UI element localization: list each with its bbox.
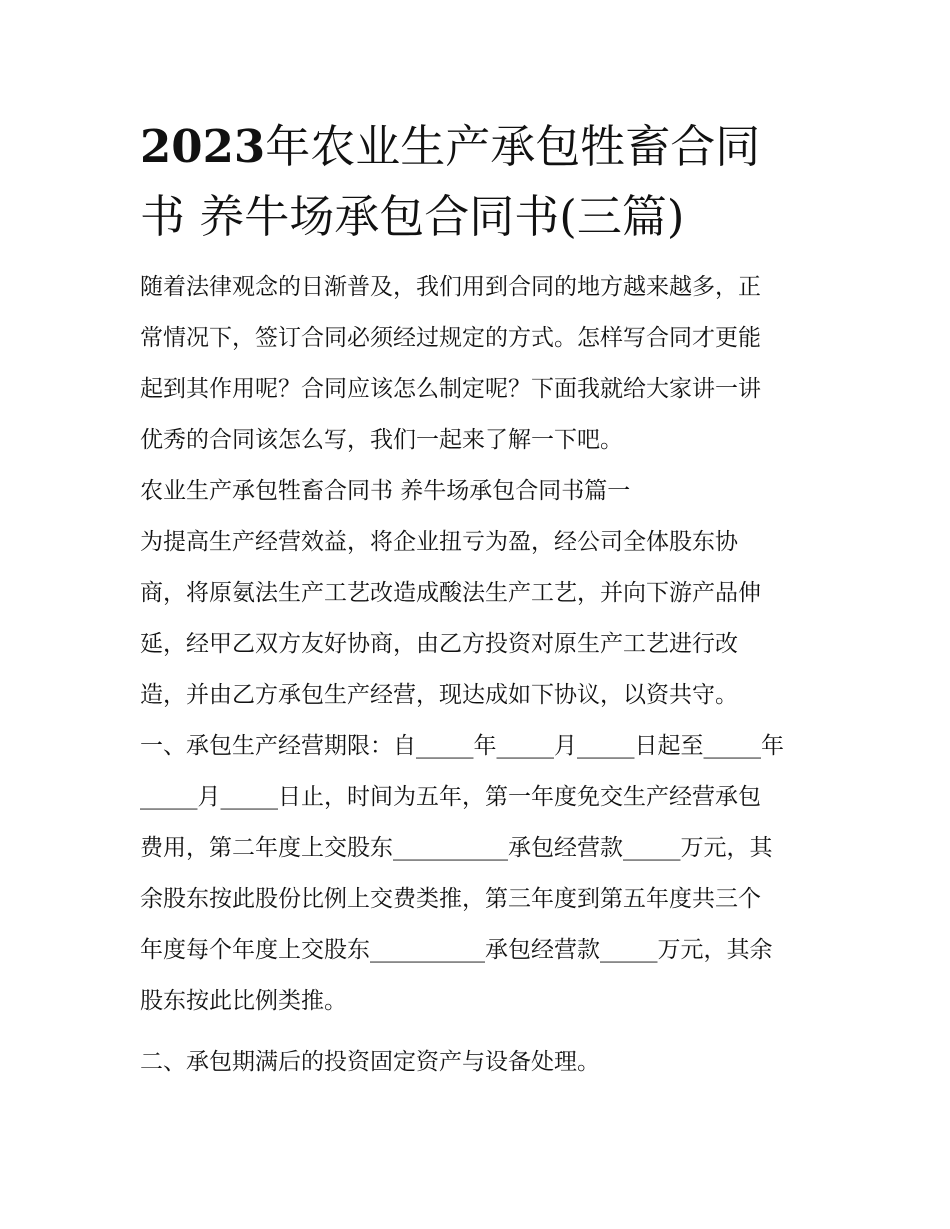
clause-one-line: 余股东按此股份比例上交费类推，第三年度到第五年度共三个: [140, 886, 761, 912]
title-line-1: 年农业生产承包牲畜合同: [265, 120, 761, 173]
title-line-2: 书 养牛场承包合同书(三篇): [140, 190, 685, 243]
clause-one-line: 一、承包生产经营期限：自_____年_____月_____日起至_____年: [140, 733, 784, 759]
title-year: 2023: [140, 120, 266, 173]
clause-one-line: 股东按此比例类推。: [140, 988, 347, 1014]
intro-line: 起到其作用呢？合同应该怎么制定呢？下面我就给大家讲一讲: [140, 376, 761, 402]
clause-one-line: _____月_____日止，时间为五年，第一年度免交生产经营承包: [140, 784, 761, 810]
clause-one-line: 费用，第二年度上交股东__________承包经营款_____万元，其: [140, 835, 773, 861]
intro-paragraph: [140, 262, 812, 466]
body-line: 为提高生产经营效益，将企业扭亏为盈，经公司全体股东协: [140, 529, 738, 555]
document-page: [140, 112, 812, 1088]
intro-line: 常情况下，签订合同必须经过规定的方式。怎样写合同才更能: [140, 325, 761, 351]
section-heading: 农业生产承包牲畜合同书 养牛场承包合同书篇一: [140, 478, 631, 504]
intro-line: 优秀的合同该怎么写，我们一起来了解一下吧。: [140, 427, 623, 453]
body-line: 商，将原氨法生产工艺改造成酸法生产工艺，并向下游产品伸: [140, 580, 761, 606]
document-title: [140, 112, 812, 252]
body-line: 造，并由乙方承包生产经营，现达成如下协议，以资共守。: [140, 682, 738, 708]
clause-one-line: 年度每个年度上交股东__________承包经营款_____万元，其余: [140, 937, 773, 963]
body-line: 延，经甲乙双方友好协商，由乙方投资对原生产工艺进行改: [140, 631, 738, 657]
clause-two: 二、承包期满后的投资固定资产与设备处理。: [140, 1049, 600, 1075]
intro-line: 随着法律观念的日渐普及，我们用到合同的地方越来越多，正: [140, 274, 761, 300]
contract-body: [140, 517, 812, 1027]
